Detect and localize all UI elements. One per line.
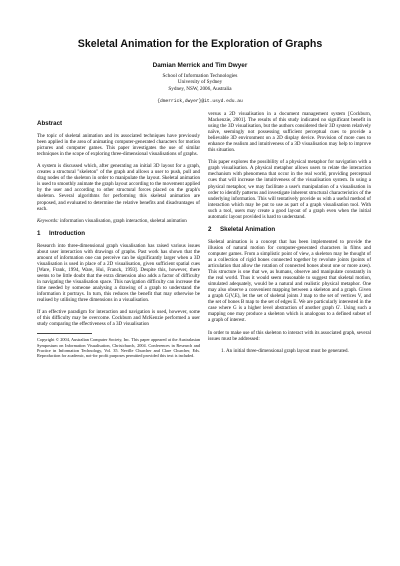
footnote-rule (37, 333, 92, 334)
body-paragraph: Research into three-dimensional graph visualisation has raised various issues about user interaction with drawings of graphs. Past work has shown that the amount of information one can perceive can be significantly larger when a 3D visualisation is used in place of a 2D visualisation, given sufficient spatial cues [Ware, Frank, 1994, Ware, Hui, Franck, 1993]. Despite this, however, there seems to be little doubt that the extra dimension also adds a factor of difficulty in navigating the visualisation space. This navigation difficulty can increase the time needed by someone analysing a drawing of a graph to understand the information it portrays. In turn, this reduces the benefit that may otherwise be realised by utilising three dimensions in a visualisation. (37, 242, 200, 304)
author-email: {dmerrick,dwyer}@it.usyd.edu.au (157, 99, 243, 104)
body-paragraph: versus a 2D visualisation in a document management system [Cockburn, Mackenzie, 2001]. The results of this study indicated no significant benefit in using the 3D visualisation, but the authors considered their 3D system relatively naïve, seemingly not possessing sufficient perceptual cues to provide a believable 3D environment on a 2D display device. Provision of more cues to enhance the realism and intuitiveness of a 3D visualisation may help to improve this situation. (208, 111, 371, 154)
body-paragraph: If an effective paradigm for interaction and navigation is used, however, some of this difficulty may be overcome. Cockburn and McKenzie performed a user study comparing the effectiveness of a 3D visualisation (37, 309, 200, 328)
section-title: Skeletal Animation (220, 225, 276, 233)
section-heading-skeletal-animation (208, 227, 371, 233)
body-paragraph: In order to make use of this skeleton to interact with its associated graph, several issues must be addressed: (208, 329, 371, 342)
keywords-label: Keywords: (37, 217, 59, 224)
copyright-footnote: Copyright © 2004, Australian Computer Society, Inc. This paper appeared at the Australasian Symposium on Information Visualisation, Christchurch, 2004. Conferences in Research and Practice in Information Technology, Vol. 35. Neville Churcher and Clare Churcher, Eds. Reproduction for academic, not-for profit purposes permitted provided this text is included. (37, 337, 200, 358)
affiliation (20, 73, 380, 92)
right-column (208, 111, 371, 354)
affiliation-line: School of Information Technologies (162, 73, 238, 79)
affiliation-line: University of Sydney (177, 79, 223, 86)
body-paragraph: This paper explores the possibility of a physical metaphor for navigation with a graph visualisation. A physical metaphor allows users to relate the interaction mechanism with phenomena that occur in the real world, providing perceptual cues that will increase the intuitiveness of the visualisation system. In using a physical metaphor, we may facilitate a user's manipulation of a visualisation in order to identify patterns and investigate inherent structural characteristics of the underlying information. This will tentatively provide us with a useful method of interaction which may be put to use as part of a graph visualisation tool. With such a tool, users may create a good layout of a graph even when the initial automatic layout provided is hard to understand. (208, 159, 371, 220)
abstract-paragraph: A system is discussed which, after generating an initial 3D layout for a graph, creates a structural "skeleton" of the graph and allows a user to push, pull and drag nodes of the skeleton in order to manipulate the layout. Skeletal animation is used to smoothly animate the graph layout according to the movement applied by the user and according to other structural forces placed on the graph's skeleton. Several algorithms for performing this skeletal animation are proposed, and evaluated to determine the relative benefits and disadvantages of each. (37, 163, 200, 212)
left-column (37, 114, 200, 358)
body-paragraph: Skeletal animation is a concept that has been implemented to provide the illusion of natural motion for computer-generated characters in films and computer games. From a simplistic point of view, a skeleton may be thought of as a collection of rigid bones connected together by revolute joints (points of articulation that allow the rotation of connected bones about one or more axes). This structure is one that we, as humans, observe and manipulate constantly in the real world. Thus it would seem reasonable to suggest that skeletal motion, simulated adequately, would be a natural and realistic physical metaphor. One may also observe a convenient mapping between a skeleton and a graph. Given a graph G(V,E), let the set of skeletal joints J map to the set of vertices V, and the set of bones B map to the set of edges E. We are particularly interested in the case where G is a higher level abstraction of another graph G'. Using such a mapping one may produce a skeleton which is analogous to a defined subset of a graph of interest. (208, 238, 371, 324)
abstract-paragraph: The topic of skeletal animation and its associated techniques have previously been applied in the area of animating computer-generated characters for motion pictures and computer games. This paper investigates the use of similar techniques in the scope of exploring three-dimensional visualisations of graphs. (37, 133, 200, 158)
section-title: Introduction (49, 229, 86, 237)
affiliation-line: Sydney, NSW, 2006, Australia (168, 85, 232, 92)
issues-list (208, 348, 371, 354)
paper-authors: Damian Merrick and Tim Dwyer (152, 62, 248, 69)
section-heading-introduction (37, 231, 200, 237)
keywords-text: information visualisation, graph interaction, skeletal animation (59, 217, 187, 224)
section-number: 2 (208, 225, 212, 233)
keywords (37, 218, 200, 224)
list-item: 1. An initial three-dimensional graph layout must be generated. (226, 348, 371, 354)
paper-title: Skeletal Animation for the Exploration of Graphs (77, 38, 323, 50)
section-number: 1 (37, 229, 41, 237)
abstract-heading: Abstract (37, 120, 63, 127)
